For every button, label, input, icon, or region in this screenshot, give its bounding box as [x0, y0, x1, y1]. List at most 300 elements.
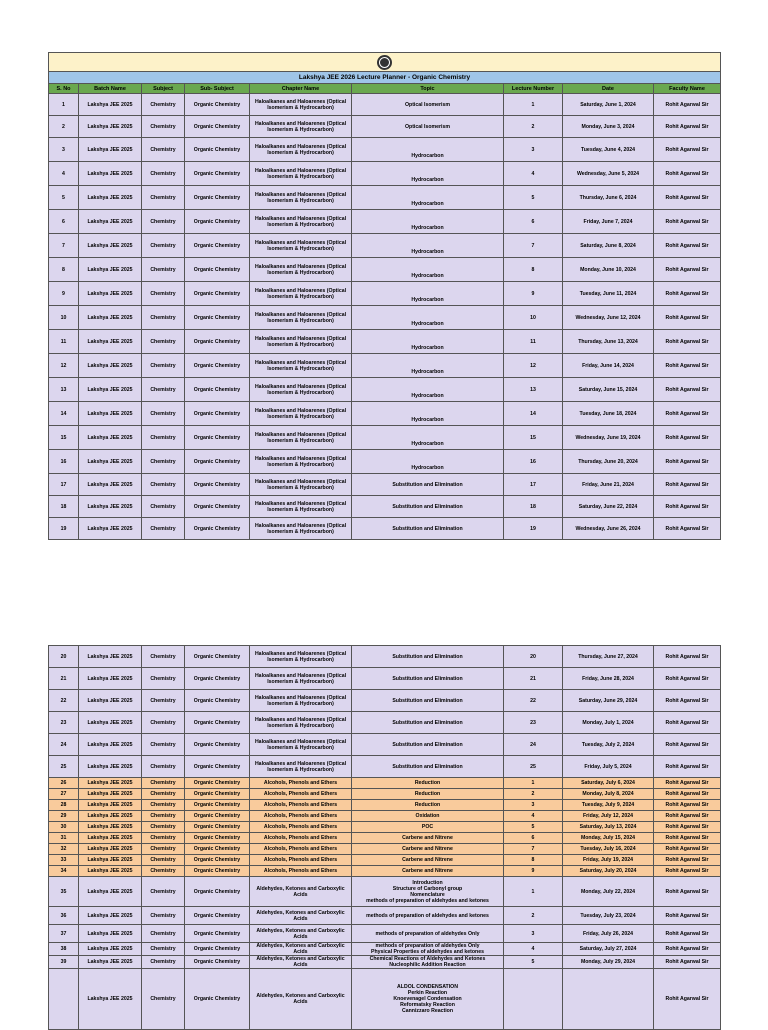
header-row: [49, 84, 721, 94]
lecture-number-cell: 8: [504, 855, 563, 866]
chapter-cell: Aldehydes, Ketones and Carboxylic Acids: [250, 943, 352, 956]
sno-cell: 18: [49, 496, 79, 518]
date-cell: Monday, July 15, 2024: [563, 833, 654, 844]
topic-cell: Hydrocarbon: [352, 354, 504, 378]
sub-subject-cell: Organic Chemistry: [185, 94, 250, 116]
faculty-cell: Rohit Agarwal Sir: [654, 426, 721, 450]
sub-subject-cell: Organic Chemistry: [185, 969, 250, 1030]
batch-cell: Lakshya JEE 2025: [79, 402, 142, 426]
lecture-number-cell: 3: [504, 925, 563, 943]
chapter-cell: Alcohols, Phenols and Ethers: [250, 811, 352, 822]
topic-cell: methods of preparation of aldehydes Only Physical Properties of aldehydes and ketones: [352, 943, 504, 956]
topic-cell: Hydrocarbon: [352, 378, 504, 402]
lecture-number-cell: 3: [504, 800, 563, 811]
sno-cell: 27: [49, 789, 79, 800]
sno-cell: 38: [49, 943, 79, 956]
batch-cell: Lakshya JEE 2025: [79, 474, 142, 496]
sub-subject-cell: Organic Chemistry: [185, 800, 250, 811]
table-row: [49, 450, 721, 474]
chapter-cell: Alcohols, Phenols and Ethers: [250, 789, 352, 800]
date-cell: Wednesday, June 5, 2024: [563, 162, 654, 186]
topic-cell: Hydrocarbon: [352, 162, 504, 186]
date-cell: Thursday, June 20, 2024: [563, 450, 654, 474]
sub-subject-cell: Organic Chemistry: [185, 474, 250, 496]
subject-cell: Chemistry: [142, 956, 185, 969]
date-cell: Wednesday, June 12, 2024: [563, 306, 654, 330]
topic-cell: Reduction: [352, 789, 504, 800]
date-cell: Friday, June 21, 2024: [563, 474, 654, 496]
chapter-cell: Haloalkanes and Haloarenes (Optical Isomerism & Hydrocarbon): [250, 690, 352, 712]
faculty-cell: Rohit Agarwal Sir: [654, 450, 721, 474]
date-cell: Saturday, June 29, 2024: [563, 690, 654, 712]
faculty-cell: Rohit Agarwal Sir: [654, 330, 721, 354]
batch-cell: Lakshya JEE 2025: [79, 282, 142, 306]
chapter-cell: Aldehydes, Ketones and Carboxylic Acids: [250, 956, 352, 969]
faculty-cell: Rohit Agarwal Sir: [654, 234, 721, 258]
date-cell: Saturday, June 22, 2024: [563, 496, 654, 518]
batch-cell: Lakshya JEE 2025: [79, 943, 142, 956]
chapter-cell: Haloalkanes and Haloarenes (Optical Isomerism & Hydrocarbon): [250, 712, 352, 734]
sub-subject-cell: Organic Chemistry: [185, 116, 250, 138]
lecture-number-cell: 1: [504, 877, 563, 907]
chapter-cell: Aldehydes, Ketones and Carboxylic Acids: [250, 925, 352, 943]
subject-cell: Chemistry: [142, 496, 185, 518]
lecture-number-cell: 1: [504, 94, 563, 116]
topic-cell: Hydrocarbon: [352, 138, 504, 162]
subject-cell: Chemistry: [142, 907, 185, 925]
sub-subject-cell: Organic Chemistry: [185, 306, 250, 330]
lecture-planner-table-page-1: [48, 52, 721, 540]
chapter-cell: Aldehydes, Ketones and Carboxylic Acids: [250, 907, 352, 925]
sub-subject-cell: Organic Chemistry: [185, 426, 250, 450]
lecture-number-cell: 19: [504, 518, 563, 540]
lecture-number-cell: 18: [504, 496, 563, 518]
faculty-cell: Rohit Agarwal Sir: [654, 712, 721, 734]
sno-cell: 9: [49, 282, 79, 306]
table-row: [49, 778, 721, 789]
topic-cell: Carbene and Nitrene: [352, 833, 504, 844]
lecture-number-cell: 20: [504, 646, 563, 668]
topic-cell: Carbene and Nitrene: [352, 855, 504, 866]
sno-cell: 17: [49, 474, 79, 496]
chapter-cell: Haloalkanes and Haloarenes (Optical Isomerism & Hydrocarbon): [250, 474, 352, 496]
topic-cell: Substitution and Elimination: [352, 668, 504, 690]
col-header: Chapter Name: [250, 84, 352, 94]
sno-cell: 1: [49, 94, 79, 116]
lecture-number-cell: 7: [504, 234, 563, 258]
sub-subject-cell: Organic Chemistry: [185, 378, 250, 402]
date-cell: Tuesday, July 2, 2024: [563, 734, 654, 756]
date-cell: Saturday, July 6, 2024: [563, 778, 654, 789]
sno-cell: 26: [49, 778, 79, 789]
date-cell: Thursday, June 13, 2024: [563, 330, 654, 354]
sub-subject-cell: Organic Chemistry: [185, 866, 250, 877]
date-cell: Tuesday, July 9, 2024: [563, 800, 654, 811]
sno-cell: 10: [49, 306, 79, 330]
date-cell: Tuesday, July 16, 2024: [563, 844, 654, 855]
date-cell: Saturday, July 27, 2024: [563, 943, 654, 956]
subject-cell: Chemistry: [142, 186, 185, 210]
batch-cell: Lakshya JEE 2025: [79, 258, 142, 282]
chapter-cell: Haloalkanes and Haloarenes (Optical Isomerism & Hydrocarbon): [250, 734, 352, 756]
sno-cell: 34: [49, 866, 79, 877]
faculty-cell: Rohit Agarwal Sir: [654, 925, 721, 943]
date-cell: Thursday, June 6, 2024: [563, 186, 654, 210]
table-row: [49, 822, 721, 833]
subject-cell: Chemistry: [142, 844, 185, 855]
topic-cell: Substitution and Elimination: [352, 712, 504, 734]
date-cell: Wednesday, June 19, 2024: [563, 426, 654, 450]
faculty-cell: Rohit Agarwal Sir: [654, 877, 721, 907]
chapter-cell: Aldehydes, Ketones and Carboxylic Acids: [250, 877, 352, 907]
chapter-cell: Haloalkanes and Haloarenes (Optical Isomerism & Hydrocarbon): [250, 756, 352, 778]
subject-cell: Chemistry: [142, 668, 185, 690]
subject-cell: Chemistry: [142, 426, 185, 450]
lecture-number-cell: 23: [504, 712, 563, 734]
sub-subject-cell: Organic Chemistry: [185, 330, 250, 354]
batch-cell: Lakshya JEE 2025: [79, 330, 142, 354]
logo-cell: [49, 53, 721, 72]
sub-subject-cell: Organic Chemistry: [185, 778, 250, 789]
chapter-cell: Alcohols, Phenols and Ethers: [250, 822, 352, 833]
batch-cell: Lakshya JEE 2025: [79, 789, 142, 800]
faculty-cell: Rohit Agarwal Sir: [654, 496, 721, 518]
table-row: [49, 943, 721, 956]
col-header: Faculty Name: [654, 84, 721, 94]
subject-cell: Chemistry: [142, 282, 185, 306]
date-cell: Tuesday, June 4, 2024: [563, 138, 654, 162]
sno-cell: 28: [49, 800, 79, 811]
topic-cell: Substitution and Elimination: [352, 646, 504, 668]
topic-cell: Reduction: [352, 800, 504, 811]
sub-subject-cell: Organic Chemistry: [185, 402, 250, 426]
lecture-number-cell: 4: [504, 943, 563, 956]
batch-cell: Lakshya JEE 2025: [79, 668, 142, 690]
date-cell: Friday, July 12, 2024: [563, 811, 654, 822]
faculty-cell: Rohit Agarwal Sir: [654, 969, 721, 1030]
lecture-number-cell: 6: [504, 833, 563, 844]
topic-cell: Substitution and Elimination: [352, 734, 504, 756]
topic-cell: Hydrocarbon: [352, 402, 504, 426]
lecture-number-cell: 5: [504, 186, 563, 210]
sub-subject-cell: Organic Chemistry: [185, 690, 250, 712]
batch-cell: Lakshya JEE 2025: [79, 378, 142, 402]
date-cell: Friday, June 14, 2024: [563, 354, 654, 378]
subject-cell: Chemistry: [142, 210, 185, 234]
sub-subject-cell: Organic Chemistry: [185, 646, 250, 668]
table-row: [49, 474, 721, 496]
chapter-cell: Haloalkanes and Haloarenes (Optical Isomerism & Hydrocarbon): [250, 94, 352, 116]
sub-subject-cell: Organic Chemistry: [185, 668, 250, 690]
sno-cell: 33: [49, 855, 79, 866]
faculty-cell: Rohit Agarwal Sir: [654, 907, 721, 925]
topic-cell: Hydrocarbon: [352, 210, 504, 234]
topic-cell: Hydrocarbon: [352, 330, 504, 354]
sno-cell: 39: [49, 956, 79, 969]
chapter-cell: Alcohols, Phenols and Ethers: [250, 855, 352, 866]
lecture-number-cell: 16: [504, 450, 563, 474]
faculty-cell: Rohit Agarwal Sir: [654, 354, 721, 378]
lecture-number-cell: 4: [504, 162, 563, 186]
faculty-cell: Rohit Agarwal Sir: [654, 844, 721, 855]
table-row: [49, 646, 721, 668]
chapter-cell: Haloalkanes and Haloarenes (Optical Isomerism & Hydrocarbon): [250, 330, 352, 354]
table-row: [49, 811, 721, 822]
sno-cell: 22: [49, 690, 79, 712]
chapter-cell: Haloalkanes and Haloarenes (Optical Isomerism & Hydrocarbon): [250, 646, 352, 668]
sno-cell: 14: [49, 402, 79, 426]
lecture-number-cell: 11: [504, 330, 563, 354]
chapter-cell: Haloalkanes and Haloarenes (Optical Isomerism & Hydrocarbon): [250, 162, 352, 186]
faculty-cell: Rohit Agarwal Sir: [654, 94, 721, 116]
topic-cell: Carbene and Nitrene: [352, 866, 504, 877]
table-row: [49, 306, 721, 330]
table-row: [49, 956, 721, 969]
date-cell: Monday, June 10, 2024: [563, 258, 654, 282]
subject-cell: Chemistry: [142, 943, 185, 956]
batch-cell: Lakshya JEE 2025: [79, 162, 142, 186]
subject-cell: Chemistry: [142, 354, 185, 378]
sno-cell: 12: [49, 354, 79, 378]
batch-cell: Lakshya JEE 2025: [79, 778, 142, 789]
date-cell: Monday, July 22, 2024: [563, 877, 654, 907]
topic-cell: Substitution and Elimination: [352, 690, 504, 712]
faculty-cell: Rohit Agarwal Sir: [654, 690, 721, 712]
sno-cell: 15: [49, 426, 79, 450]
faculty-cell: Rohit Agarwal Sir: [654, 734, 721, 756]
topic-cell: Reduction: [352, 778, 504, 789]
faculty-cell: Rohit Agarwal Sir: [654, 402, 721, 426]
date-cell: Friday, July 19, 2024: [563, 855, 654, 866]
table-row: [49, 162, 721, 186]
batch-cell: Lakshya JEE 2025: [79, 811, 142, 822]
subject-cell: Chemistry: [142, 712, 185, 734]
chapter-cell: Haloalkanes and Haloarenes (Optical Isomerism & Hydrocarbon): [250, 518, 352, 540]
faculty-cell: Rohit Agarwal Sir: [654, 756, 721, 778]
faculty-cell: Rohit Agarwal Sir: [654, 186, 721, 210]
table-row: [49, 855, 721, 866]
chapter-cell: Haloalkanes and Haloarenes (Optical Isomerism & Hydrocarbon): [250, 402, 352, 426]
sub-subject-cell: Organic Chemistry: [185, 925, 250, 943]
subject-cell: Chemistry: [142, 800, 185, 811]
sno-cell: 36: [49, 907, 79, 925]
subject-cell: Chemistry: [142, 646, 185, 668]
lecture-number-cell: 24: [504, 734, 563, 756]
col-header: Batch Name: [79, 84, 142, 94]
topic-cell: Substitution and Elimination: [352, 474, 504, 496]
col-header: Lecture Number: [504, 84, 563, 94]
faculty-cell: Rohit Agarwal Sir: [654, 378, 721, 402]
table-row: [49, 800, 721, 811]
subject-cell: Chemistry: [142, 925, 185, 943]
subject-cell: Chemistry: [142, 822, 185, 833]
subject-cell: Chemistry: [142, 690, 185, 712]
sno-cell: 5: [49, 186, 79, 210]
faculty-cell: Rohit Agarwal Sir: [654, 138, 721, 162]
date-cell: Tuesday, June 18, 2024: [563, 402, 654, 426]
batch-cell: Lakshya JEE 2025: [79, 925, 142, 943]
batch-cell: Lakshya JEE 2025: [79, 354, 142, 378]
batch-cell: Lakshya JEE 2025: [79, 866, 142, 877]
sno-cell: [49, 969, 79, 1030]
chapter-cell: Haloalkanes and Haloarenes (Optical Isomerism & Hydrocarbon): [250, 426, 352, 450]
faculty-cell: Rohit Agarwal Sir: [654, 210, 721, 234]
date-cell: Friday, July 5, 2024: [563, 756, 654, 778]
sub-subject-cell: Organic Chemistry: [185, 258, 250, 282]
subject-cell: Chemistry: [142, 306, 185, 330]
col-header: Sub- Subject: [185, 84, 250, 94]
faculty-cell: Rohit Agarwal Sir: [654, 778, 721, 789]
table-row: [49, 186, 721, 210]
subject-cell: Chemistry: [142, 866, 185, 877]
faculty-cell: Rohit Agarwal Sir: [654, 162, 721, 186]
batch-cell: Lakshya JEE 2025: [79, 426, 142, 450]
batch-cell: Lakshya JEE 2025: [79, 855, 142, 866]
sub-subject-cell: Organic Chemistry: [185, 822, 250, 833]
faculty-cell: Rohit Agarwal Sir: [654, 855, 721, 866]
sno-cell: 2: [49, 116, 79, 138]
topic-cell: Oxidation: [352, 811, 504, 822]
table-row: [49, 116, 721, 138]
sub-subject-cell: Organic Chemistry: [185, 943, 250, 956]
date-cell: Tuesday, June 11, 2024: [563, 282, 654, 306]
chapter-cell: Haloalkanes and Haloarenes (Optical Isomerism & Hydrocarbon): [250, 282, 352, 306]
logo-row: [49, 53, 721, 72]
chapter-cell: Haloalkanes and Haloarenes (Optical Isomerism & Hydrocarbon): [250, 496, 352, 518]
subject-cell: Chemistry: [142, 877, 185, 907]
sub-subject-cell: Organic Chemistry: [185, 833, 250, 844]
lecture-number-cell: 2: [504, 907, 563, 925]
sub-subject-cell: Organic Chemistry: [185, 282, 250, 306]
table-row: [49, 496, 721, 518]
batch-cell: Lakshya JEE 2025: [79, 450, 142, 474]
topic-cell: Optical Isomerism: [352, 116, 504, 138]
table-row: [49, 402, 721, 426]
topic-cell: Introduction Structure of Carbonyl group Nomenclature methods of preparation of aldehydes and ketones: [352, 877, 504, 907]
table-row: [49, 138, 721, 162]
table-row: [49, 866, 721, 877]
topic-cell: Hydrocarbon: [352, 306, 504, 330]
sno-cell: 23: [49, 712, 79, 734]
sno-cell: 21: [49, 668, 79, 690]
batch-cell: Lakshya JEE 2025: [79, 844, 142, 855]
sub-subject-cell: Organic Chemistry: [185, 234, 250, 258]
batch-cell: Lakshya JEE 2025: [79, 646, 142, 668]
batch-cell: Lakshya JEE 2025: [79, 234, 142, 258]
chapter-cell: Alcohols, Phenols and Ethers: [250, 866, 352, 877]
faculty-cell: Rohit Agarwal Sir: [654, 668, 721, 690]
sub-subject-cell: Organic Chemistry: [185, 354, 250, 378]
table-row: [49, 844, 721, 855]
topic-cell: Hydrocarbon: [352, 186, 504, 210]
faculty-cell: Rohit Agarwal Sir: [654, 956, 721, 969]
batch-cell: Lakshya JEE 2025: [79, 712, 142, 734]
lecture-number-cell: 8: [504, 258, 563, 282]
lecture-number-cell: 14: [504, 402, 563, 426]
table-row: [49, 877, 721, 907]
subject-cell: Chemistry: [142, 855, 185, 866]
lecture-number-cell: 13: [504, 378, 563, 402]
date-cell: Saturday, June 15, 2024: [563, 378, 654, 402]
lecture-number-cell: 12: [504, 354, 563, 378]
date-cell: Saturday, June 1, 2024: [563, 94, 654, 116]
faculty-cell: Rohit Agarwal Sir: [654, 282, 721, 306]
table-row: [49, 210, 721, 234]
sub-subject-cell: Organic Chemistry: [185, 811, 250, 822]
lecture-number-cell: 10: [504, 306, 563, 330]
subject-cell: Chemistry: [142, 734, 185, 756]
topic-cell: Substitution and Elimination: [352, 756, 504, 778]
batch-cell: Lakshya JEE 2025: [79, 496, 142, 518]
chapter-cell: Alcohols, Phenols and Ethers: [250, 844, 352, 855]
sno-cell: 11: [49, 330, 79, 354]
table-row: [49, 690, 721, 712]
subject-cell: Chemistry: [142, 450, 185, 474]
sub-subject-cell: Organic Chemistry: [185, 186, 250, 210]
chapter-cell: Haloalkanes and Haloarenes (Optical Isomerism & Hydrocarbon): [250, 450, 352, 474]
table-row: [49, 907, 721, 925]
chapter-cell: Aldehydes, Ketones and Carboxylic Acids: [250, 969, 352, 1030]
batch-cell: Lakshya JEE 2025: [79, 186, 142, 210]
batch-cell: Lakshya JEE 2025: [79, 116, 142, 138]
sub-subject-cell: Organic Chemistry: [185, 496, 250, 518]
faculty-cell: Rohit Agarwal Sir: [654, 474, 721, 496]
subject-cell: Chemistry: [142, 833, 185, 844]
date-cell: Monday, June 3, 2024: [563, 116, 654, 138]
topic-cell: Substitution and Elimination: [352, 496, 504, 518]
faculty-cell: Rohit Agarwal Sir: [654, 789, 721, 800]
faculty-cell: Rohit Agarwal Sir: [654, 646, 721, 668]
table-row: [49, 925, 721, 943]
lecture-number-cell: 2: [504, 116, 563, 138]
date-cell: [563, 969, 654, 1030]
table-row: [49, 94, 721, 116]
date-cell: Saturday, July 20, 2024: [563, 866, 654, 877]
subject-cell: Chemistry: [142, 756, 185, 778]
planner-title: Lakshya JEE 2026 Lecture Planner - Organic Chemistry: [49, 72, 721, 84]
sub-subject-cell: Organic Chemistry: [185, 956, 250, 969]
table-row: [49, 833, 721, 844]
sno-cell: 16: [49, 450, 79, 474]
sno-cell: 6: [49, 210, 79, 234]
faculty-cell: Rohit Agarwal Sir: [654, 866, 721, 877]
topic-cell: Hydrocarbon: [352, 450, 504, 474]
sub-subject-cell: Organic Chemistry: [185, 789, 250, 800]
table-row: [49, 969, 721, 1030]
sub-subject-cell: Organic Chemistry: [185, 844, 250, 855]
date-cell: Thursday, June 27, 2024: [563, 646, 654, 668]
batch-cell: Lakshya JEE 2025: [79, 833, 142, 844]
subject-cell: Chemistry: [142, 778, 185, 789]
sub-subject-cell: Organic Chemistry: [185, 210, 250, 234]
subject-cell: Chemistry: [142, 789, 185, 800]
sub-subject-cell: Organic Chemistry: [185, 756, 250, 778]
faculty-cell: Rohit Agarwal Sir: [654, 943, 721, 956]
lecture-number-cell: 9: [504, 282, 563, 306]
chapter-cell: Haloalkanes and Haloarenes (Optical Isomerism & Hydrocarbon): [250, 378, 352, 402]
lecture-number-cell: 25: [504, 756, 563, 778]
lecture-number-cell: 6: [504, 210, 563, 234]
date-cell: Friday, June 28, 2024: [563, 668, 654, 690]
sno-cell: 24: [49, 734, 79, 756]
batch-cell: Lakshya JEE 2025: [79, 800, 142, 811]
sno-cell: 30: [49, 822, 79, 833]
faculty-cell: Rohit Agarwal Sir: [654, 306, 721, 330]
table-row: [49, 234, 721, 258]
batch-cell: Lakshya JEE 2025: [79, 822, 142, 833]
date-cell: Monday, July 1, 2024: [563, 712, 654, 734]
sub-subject-cell: Organic Chemistry: [185, 907, 250, 925]
